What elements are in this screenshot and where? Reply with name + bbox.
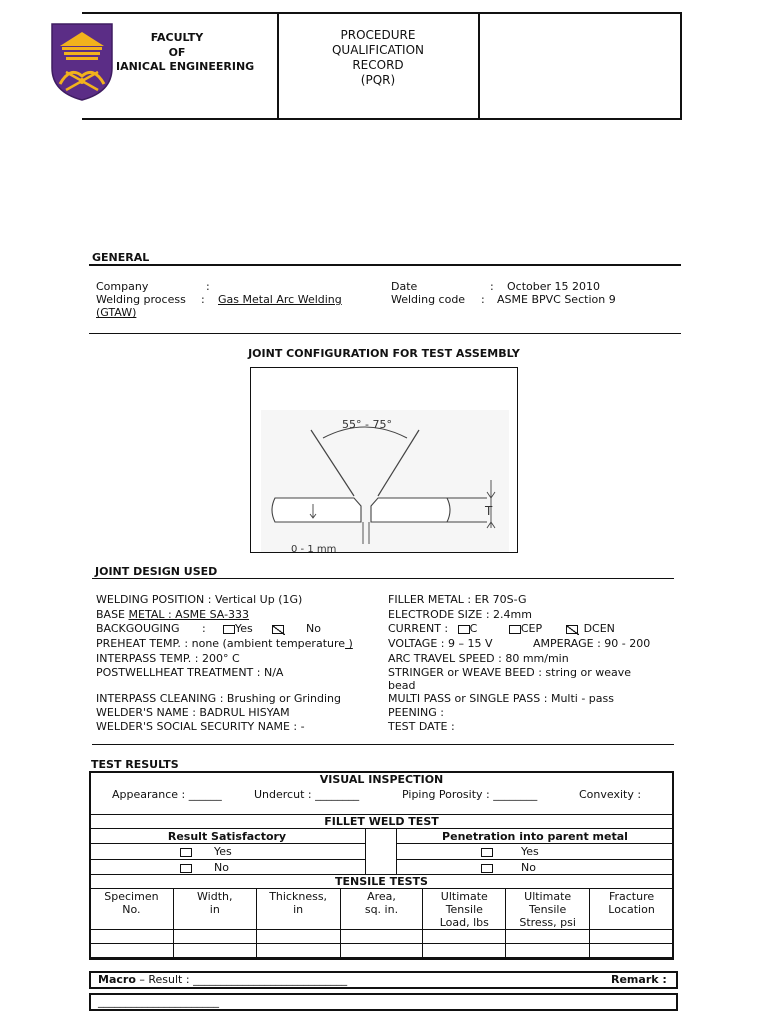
backgouging-no-label: No	[306, 622, 321, 635]
welding-code-value: ASME BPVC Section 9	[497, 293, 616, 306]
piping-porosity-field: Piping Porosity : ________	[402, 788, 538, 801]
test-date: TEST DATE :	[388, 720, 455, 733]
welding-process-label: Welding process	[96, 293, 186, 306]
faculty-line-3: IANICAL ENGINEERING	[116, 60, 255, 73]
fillet-divider-left	[365, 828, 366, 874]
tensile-cell[interactable]	[590, 944, 674, 958]
doc-title-line-1: PROCEDURE	[340, 28, 416, 42]
current-dcen-checkbox[interactable]	[566, 625, 578, 634]
fillet-left-rule-2	[89, 859, 365, 860]
preheat-close: )	[345, 637, 353, 650]
tensile-cell[interactable]	[423, 930, 506, 944]
general-top-rule	[89, 264, 681, 266]
amperage: AMPERAGE : 90 - 200	[533, 637, 651, 650]
macro-result-line[interactable]: ____________________________	[193, 973, 348, 986]
fillet-heading-rule	[89, 828, 674, 829]
tensile-col-width	[173, 889, 256, 930]
tensile-col-specimen-l2: No.	[122, 903, 141, 916]
tensile-col-stress	[506, 889, 590, 930]
general-heading: GENERAL	[92, 251, 150, 264]
root-gap-label: 0 - 1 mm	[291, 544, 337, 552]
peening: PEENING :	[388, 706, 444, 719]
macro-label: Macro	[98, 973, 136, 986]
welding-process-value: Gas Metal Arc Welding	[218, 293, 342, 306]
satisfactory-yes-checkbox[interactable]	[180, 848, 192, 857]
tensile-cell[interactable]	[340, 944, 423, 958]
joint-design-top-rule	[92, 578, 674, 579]
test-results-heading: TEST RESULTS	[91, 758, 179, 771]
tensile-col-thickness-l2: in	[293, 903, 304, 916]
faculty-line-2: OF	[168, 46, 186, 59]
penetration-yes-checkbox[interactable]	[481, 848, 493, 857]
welding-process-colon: :	[201, 293, 205, 306]
penetration-no-label: No	[521, 861, 536, 874]
backgouging-yes-label: Yes	[235, 622, 253, 635]
stringer-weave: STRINGER or WEAVE BEED : string or weave	[388, 666, 632, 679]
tensile-col-width-l1: Width,	[197, 890, 233, 903]
macro-row	[98, 973, 347, 986]
preheat-text: PREHEAT TEMP. : none (ambient temperature	[96, 637, 346, 650]
satisfactory-no-checkbox[interactable]	[180, 864, 192, 873]
backgouging-colon: :	[202, 622, 206, 635]
tensile-cell[interactable]	[423, 944, 506, 958]
penetration-heading: Penetration into parent metal	[442, 830, 628, 843]
tensile-table	[89, 888, 674, 958]
faculty-title	[122, 30, 232, 60]
header-bottom-rule	[82, 118, 682, 120]
welding-code-label: Welding code	[391, 293, 466, 306]
tensile-cell[interactable]	[256, 944, 340, 958]
tensile-col-area-l1: Area,	[367, 890, 396, 903]
welder-ssn: WELDER'S SOCIAL SECURITY NAME : -	[96, 720, 305, 733]
header-top-rule	[82, 12, 682, 14]
welding-process-value-cont: (GTAW)	[96, 306, 137, 319]
doc-title-line-3: RECORD	[352, 58, 404, 72]
backgouging-yes-checkbox[interactable]	[223, 625, 235, 634]
satisfactory-no-label: No	[214, 861, 229, 874]
satisfactory-yes-option[interactable]	[180, 845, 232, 858]
welding-code-colon: :	[481, 293, 485, 306]
backgouging-no-option[interactable]	[272, 622, 321, 635]
doc-title-line-4: (PQR)	[360, 73, 396, 87]
tensile-cell[interactable]	[90, 930, 174, 944]
tensile-col-fracture-l1: Fracture	[608, 890, 655, 903]
remark-line[interactable]: ______________________	[98, 995, 219, 1008]
tensile-cell[interactable]	[256, 930, 340, 944]
penetration-no-option[interactable]	[481, 861, 536, 874]
tensile-cell[interactable]	[340, 930, 423, 944]
base-metal-value: METAL : ASME SA-333	[128, 608, 250, 621]
fillet-left-rule-1	[89, 843, 365, 844]
fillet-weld-heading: FILLET WELD TEST	[324, 815, 439, 828]
joint-design-heading: JOINT DESIGN USED	[95, 565, 218, 578]
interpass-temp: INTERPASS TEMP. : 200° C	[96, 652, 240, 665]
convexity-field: Convexity :	[579, 788, 642, 801]
header-divider-2	[478, 12, 480, 120]
thickness-label: T	[485, 504, 493, 518]
tensile-col-stress-l2: Tensile	[529, 903, 567, 916]
tensile-col-thickness	[256, 889, 340, 930]
visual-inspection-heading: VISUAL INSPECTION	[319, 773, 444, 786]
tensile-cell[interactable]	[173, 944, 256, 958]
interpass-cleaning: INTERPASS CLEANING : Brushing or Grinding	[96, 692, 341, 705]
voltage: VOLTAGE : 9 – 15 V	[388, 637, 493, 650]
tensile-col-stress-l1: Ultimate	[524, 890, 572, 903]
stringer-weave-cont: bead	[388, 679, 416, 692]
tensile-cell[interactable]	[173, 930, 256, 944]
tensile-col-fracture	[590, 889, 674, 930]
tensile-col-area-l2: sq. in.	[364, 903, 399, 916]
preheat-temp	[96, 637, 353, 650]
current-dcep-checkbox[interactable]	[509, 625, 521, 634]
date-label: Date	[391, 280, 418, 293]
result-satisfactory-heading: Result Satisfactory	[167, 830, 287, 843]
tensile-header-row	[90, 889, 674, 930]
fillet-right-rule-2	[396, 859, 674, 860]
undercut-field: Undercut : ________	[254, 788, 360, 801]
faculty-line-1: FACULTY	[150, 31, 204, 44]
tensile-tests-heading: TENSILE TESTS	[335, 875, 428, 888]
company-label: Company	[96, 280, 149, 293]
penetration-yes-label: Yes	[521, 845, 539, 858]
tensile-col-specimen-l1: Specimen	[104, 890, 159, 903]
tensile-col-thickness-l1: Thickness,	[269, 890, 328, 903]
macro-result-label: – Result :	[135, 973, 194, 986]
doc-title-line-2: QUALIFICATION	[331, 43, 425, 57]
satisfactory-yes-label: Yes	[214, 845, 232, 858]
welder-name: WELDER'S NAME : BADRUL HISYAM	[96, 706, 290, 719]
joint-diagram	[250, 367, 518, 553]
tensile-col-load-l2: Tensile	[445, 903, 483, 916]
tensile-col-fracture-l2: Location	[608, 903, 655, 916]
tensile-row	[90, 930, 674, 944]
backgouging-yes-option[interactable]	[223, 622, 253, 635]
tensile-col-load-l3: Load, lbs	[439, 916, 489, 929]
welding-position: WELDING POSITION : Vertical Up (1G)	[96, 593, 303, 606]
tensile-row	[90, 944, 674, 958]
tensile-cell[interactable]	[90, 944, 174, 958]
tensile-cell[interactable]	[506, 944, 590, 958]
tensile-col-area	[340, 889, 423, 930]
fillet-right-rule-1	[396, 843, 674, 844]
penetration-no-checkbox[interactable]	[481, 864, 493, 873]
general-bottom-rule	[89, 333, 681, 334]
joint-config-heading: JOINT CONFIGURATION FOR TEST ASSEMBLY	[248, 347, 520, 360]
tensile-cell[interactable]	[506, 930, 590, 944]
tensile-col-specimen	[90, 889, 174, 930]
university-crest-logo	[48, 22, 116, 102]
tensile-cell[interactable]	[590, 930, 674, 944]
tensile-col-load-l1: Ultimate	[440, 890, 488, 903]
current-label: CURRENT :	[388, 622, 449, 635]
tensile-col-load	[423, 889, 506, 930]
header-right-edge	[680, 12, 682, 120]
postweld-heat-treatment: POSTWELLHEAT TREATMENT : N/A	[96, 666, 284, 679]
penetration-yes-option[interactable]	[481, 845, 539, 858]
appearance-field: Appearance : ______	[112, 788, 222, 801]
multi-pass: MULTI PASS or SINGLE PASS : Multi - pass	[388, 692, 614, 705]
electrode-size: ELECTRODE SIZE : 2.4mm	[388, 608, 532, 621]
current-dcen-label: DCEN	[583, 622, 615, 635]
date-colon: :	[490, 280, 494, 293]
current-ac-label: C	[469, 622, 478, 635]
backgouging-no-checkbox[interactable]	[272, 625, 284, 634]
current-ac-checkbox[interactable]	[458, 625, 470, 634]
document-title	[280, 28, 476, 88]
arc-travel-speed: ARC TRAVEL SPEED : 80 mm/min	[388, 652, 569, 665]
base-metal-label: BASE	[96, 608, 129, 621]
base-metal	[96, 608, 249, 621]
tensile-col-width-l2: in	[209, 903, 220, 916]
date-value: October 15 2010	[507, 280, 601, 293]
filler-metal: FILLER METAL : ER 70S-G	[388, 593, 527, 606]
current	[388, 622, 615, 635]
company-colon: :	[206, 280, 210, 293]
joint-diagram-drawing	[251, 368, 517, 552]
satisfactory-no-option[interactable]	[180, 861, 229, 874]
current-dcep-label: CEP	[520, 622, 543, 635]
header-divider-1	[277, 12, 279, 120]
tensile-col-stress-l3: Stress, psi	[519, 916, 576, 929]
backgouging-label: BACKGOUGING	[96, 622, 180, 635]
remark-label: Remark :	[611, 973, 667, 986]
joint-design-bottom-rule	[92, 744, 674, 745]
bevel-angle-label: 55° - 75°	[342, 418, 392, 431]
